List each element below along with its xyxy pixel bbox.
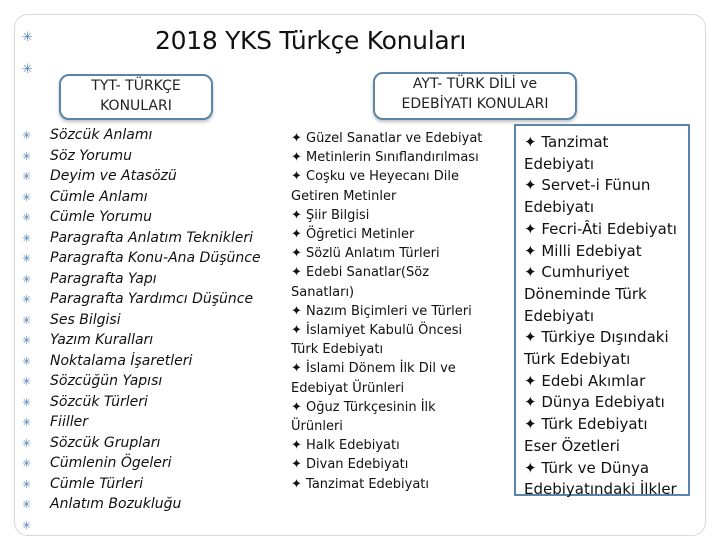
list-item: Edebiyatı [524,306,595,325]
list-item: ✦ Oğuz Türkçesinin İlk [291,399,436,415]
topic-label: Sözcük Grupları [50,434,161,451]
list-item [22,412,261,433]
topic-label: Ses Bilgisi [50,311,121,328]
list-item: ✦ Güzel Sanatlar ve Edebiyat [291,131,483,146]
page-title: 2018 YKS Türkçe Konuları [155,26,466,55]
list-item: Getiren Metinler [291,188,397,204]
list-item [22,248,261,269]
list-item: ✦ Divan Edebiyatı [291,457,409,473]
topic-label: Cümlenin Ögeleri [50,455,172,471]
list-item [22,453,261,474]
ayt-header-line: EDEBİYATI KONULARI [401,96,549,112]
topic-label: Paragrafta Yapı [50,270,157,287]
list-item [22,289,261,310]
ayt-topic-box-2 [514,124,690,499]
list-item [22,207,261,228]
asterisk-bullet-icon: ✳ [22,436,32,450]
list-item [22,392,261,413]
list-item [22,269,261,290]
asterisk-bullet-icon: ✳ [22,272,32,286]
list-item: Türk Edebiyatı [291,342,384,358]
list-item [22,146,261,167]
list-item [22,351,261,372]
list-item: ✦ Metinlerin Sınıflandırılması [291,150,479,166]
list-item: ✦ Türk ve Dünya [524,458,650,477]
asterisk-bullet-icon: ✳ [22,30,33,45]
topic-label: Sözcüğün Yapısı [50,373,163,389]
list-item: ✦ İslami Dönem İlk Dil ve [291,361,456,377]
topic-label: Cümle Türleri [50,475,144,492]
list-item [22,310,261,331]
list-item: Ürünleri [291,419,343,435]
list-item: ✦ Nazım Biçimleri ve Türleri [291,303,472,319]
list-item: Edebiyat Ürünleri [291,380,405,396]
list-item [22,515,261,531]
list-item: ✦ Servet-i Fünun [524,176,651,195]
list-item: ✦ Edebi Sanatlar(Söz [291,265,430,281]
asterisk-bullet-icon: ✳ [22,170,32,183]
list-item: ✦ Tanzimat [524,133,609,151]
tyt-header-box [59,74,213,120]
asterisk-bullet-icon: ✳ [22,211,32,224]
list-item [22,494,261,515]
list-item: Eser Özetleri [524,436,620,455]
list-item: ✦ Dünya Edebiyatı [524,393,665,412]
topic-label: Söz Yorumu [50,147,132,164]
topic-label: Anlatım Bozukluğu [50,496,182,512]
asterisk-bullet-icon: ✳ [22,129,32,142]
list-item: ✦ Cumhuriyet [524,263,630,282]
tyt-header-line: TYT- TÜRKÇE [91,78,181,94]
asterisk-bullet-icon: ✳ [22,252,32,265]
list-item [22,228,261,249]
asterisk-bullet-icon: ✳ [22,395,32,409]
list-item [22,330,261,351]
topic-label: Paragrafta Anlatım Teknikleri [50,229,253,246]
list-item: ✦ Milli Edebiyat [524,241,642,260]
asterisk-bullet-icon: ✳ [22,498,32,511]
list-item [22,166,261,187]
asterisk-bullet-icon: ✳ [22,457,32,470]
list-item: Edebiyatı [524,198,595,217]
list-item [22,433,261,454]
asterisk-bullet-icon: ✳ [22,334,32,347]
list-item: ✦ Coşku ve Heyecanı Dile [291,169,459,185]
asterisk-bullet-icon: ✳ [22,231,32,245]
asterisk-bullet-icon: ✳ [22,375,32,388]
topic-label: Yazım Kuralları [50,332,154,348]
topic-label: Paragrafta Konu-Ana Düşünce [50,250,261,266]
topic-label: Sözcük Anlamı [50,127,153,143]
topic-label: Noktalama İşaretleri [50,352,193,369]
topic-label: Cümle Yorumu [50,209,152,225]
asterisk-bullet-icon: ✳ [22,313,32,327]
list-item: ✦ Öğretici Metinler [291,227,415,243]
tyt-topic-list [22,125,261,531]
asterisk-bullet-icon: ✳ [22,149,32,163]
list-item: Türk Edebiyatı [524,350,631,369]
topic-label: Fiiller [50,414,88,430]
list-item: Edebiyatı [524,154,595,173]
asterisk-bullet-icon: ✳ [22,62,33,77]
list-item: ✦ Sözlü Anlatım Türleri [291,246,440,262]
list-item: ✦ Türkiye Dışındaki [524,328,669,347]
list-item: ✦ Şiir Bilgisi [291,207,370,223]
asterisk-bullet-icon: ✳ [22,190,32,204]
list-item [22,125,261,146]
topic-label: Deyim ve Atasözü [50,168,177,184]
asterisk-bullet-icon: ✳ [22,416,32,429]
topic-label: Paragrafta Yardımcı Düşünce [50,291,254,307]
ayt-topic-list-2 [524,132,684,501]
ayt-topic-list-1 [291,129,501,494]
ayt-header-line: AYT- TÜRK DİLİ ve [412,76,538,92]
list-item: ✦ İslamiyet Kabulü Öncesi [291,323,463,339]
topic-label: Cümle Anlamı [50,188,148,205]
tyt-header-line: KONULARI [100,98,172,114]
topic-label: Sözcük Türleri [50,393,148,410]
asterisk-bullet-icon: ✳ [22,354,32,368]
asterisk-bullet-icon: ✳ [22,477,32,491]
list-item: Sanatları) [291,284,355,300]
list-item: Edebiyatındaki İlkler [524,480,677,499]
list-item: ✦ Tanzimat Edebiyatı [291,476,430,492]
list-item: ✦ Türk Edebiyatı [524,415,648,434]
asterisk-bullet-icon: ✳ [22,518,32,532]
asterisk-bullet-icon: ✳ [22,293,32,306]
list-item: Döneminde Türk [524,284,647,303]
list-item [22,474,261,495]
list-item [22,371,261,392]
list-item: ✦ Halk Edebiyatı [291,438,400,454]
ayt-header-box [373,72,577,120]
list-item: ✦ Fecri-Âti Edebiyatı [524,219,677,238]
list-item [22,187,261,208]
list-item: ✦ Edebi Akımlar [524,371,646,390]
